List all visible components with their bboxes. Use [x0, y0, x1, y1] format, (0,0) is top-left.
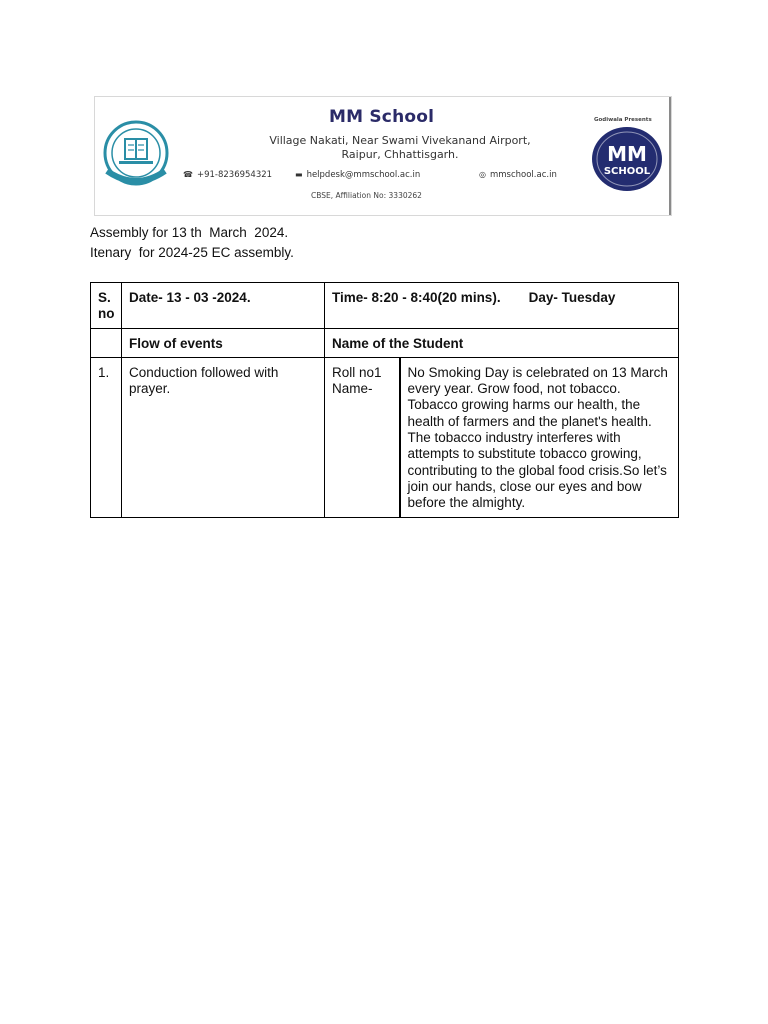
globe-icon: ◎: [479, 170, 486, 179]
contact-phone: [183, 170, 272, 180]
logo-text-top: MM: [607, 142, 647, 166]
row-sno: 1.: [91, 357, 122, 517]
row-name: Name-: [332, 381, 373, 397]
header-time-day: [325, 283, 679, 329]
subheader-student: Name of the Student: [325, 328, 679, 357]
school-address-line1: Village Nakati, Near Swami Vivekanand Airport,: [269, 134, 531, 147]
mail-icon: ▬: [295, 170, 303, 179]
mm-school-logo: [591, 126, 663, 192]
phone-icon: ☎: [183, 170, 193, 179]
table-subheader-row: [91, 328, 679, 357]
school-address-line2: Raipur, Chhattisgarh.: [341, 148, 459, 161]
phone-text: +91-8236954321: [196, 170, 273, 180]
website-text: mmschool.ac.in: [489, 170, 557, 180]
assembly-schedule-table: [90, 282, 679, 518]
presents-label: Godiwala Presents: [594, 117, 652, 123]
contact-website: [479, 170, 557, 180]
header-time: Time- 8:20 - 8:40(20 mins).: [332, 290, 501, 305]
header-day: Day- Tuesday: [528, 290, 616, 305]
header-sno: S. no: [91, 283, 122, 329]
affiliation-number: CBSE, Affiliation No: 3330262: [311, 191, 422, 200]
row-description: No Smoking Day is celebrated on 13 March every year. Grow food, not tobacco. Tobacco growing harms our health, the health of farmers and the planet's health. The tobacco industry interferes with attempts to substitute tobacco growing, contributing to the global food crisis.So let’s join our hands, close our eyes and bow before the almighty.: [400, 357, 679, 517]
table-header-row: [91, 283, 679, 329]
assembly-date-line: Assembly for 13 th March 2024.: [90, 225, 289, 240]
subheader-sno: [91, 328, 122, 357]
table-row: [91, 357, 679, 517]
subheader-flow: Flow of events: [122, 328, 325, 357]
school-name: MM School: [329, 107, 435, 127]
logo-text-bottom: SCHOOL: [603, 166, 651, 177]
header-date: Date- 13 - 03 -2024.: [122, 283, 325, 329]
cbse-emblem-icon: [101, 119, 171, 191]
row-student: [325, 357, 400, 517]
letterhead-banner: [95, 97, 671, 215]
row-roll: Roll no1: [332, 364, 382, 380]
itinerary-line: Itenary for 2024-25 EC assembly.: [90, 245, 294, 260]
email-text: helpdesk@mmschool.ac.in: [306, 170, 421, 180]
row-event: Conduction followed with prayer.: [122, 357, 325, 517]
contact-email: [295, 170, 420, 180]
